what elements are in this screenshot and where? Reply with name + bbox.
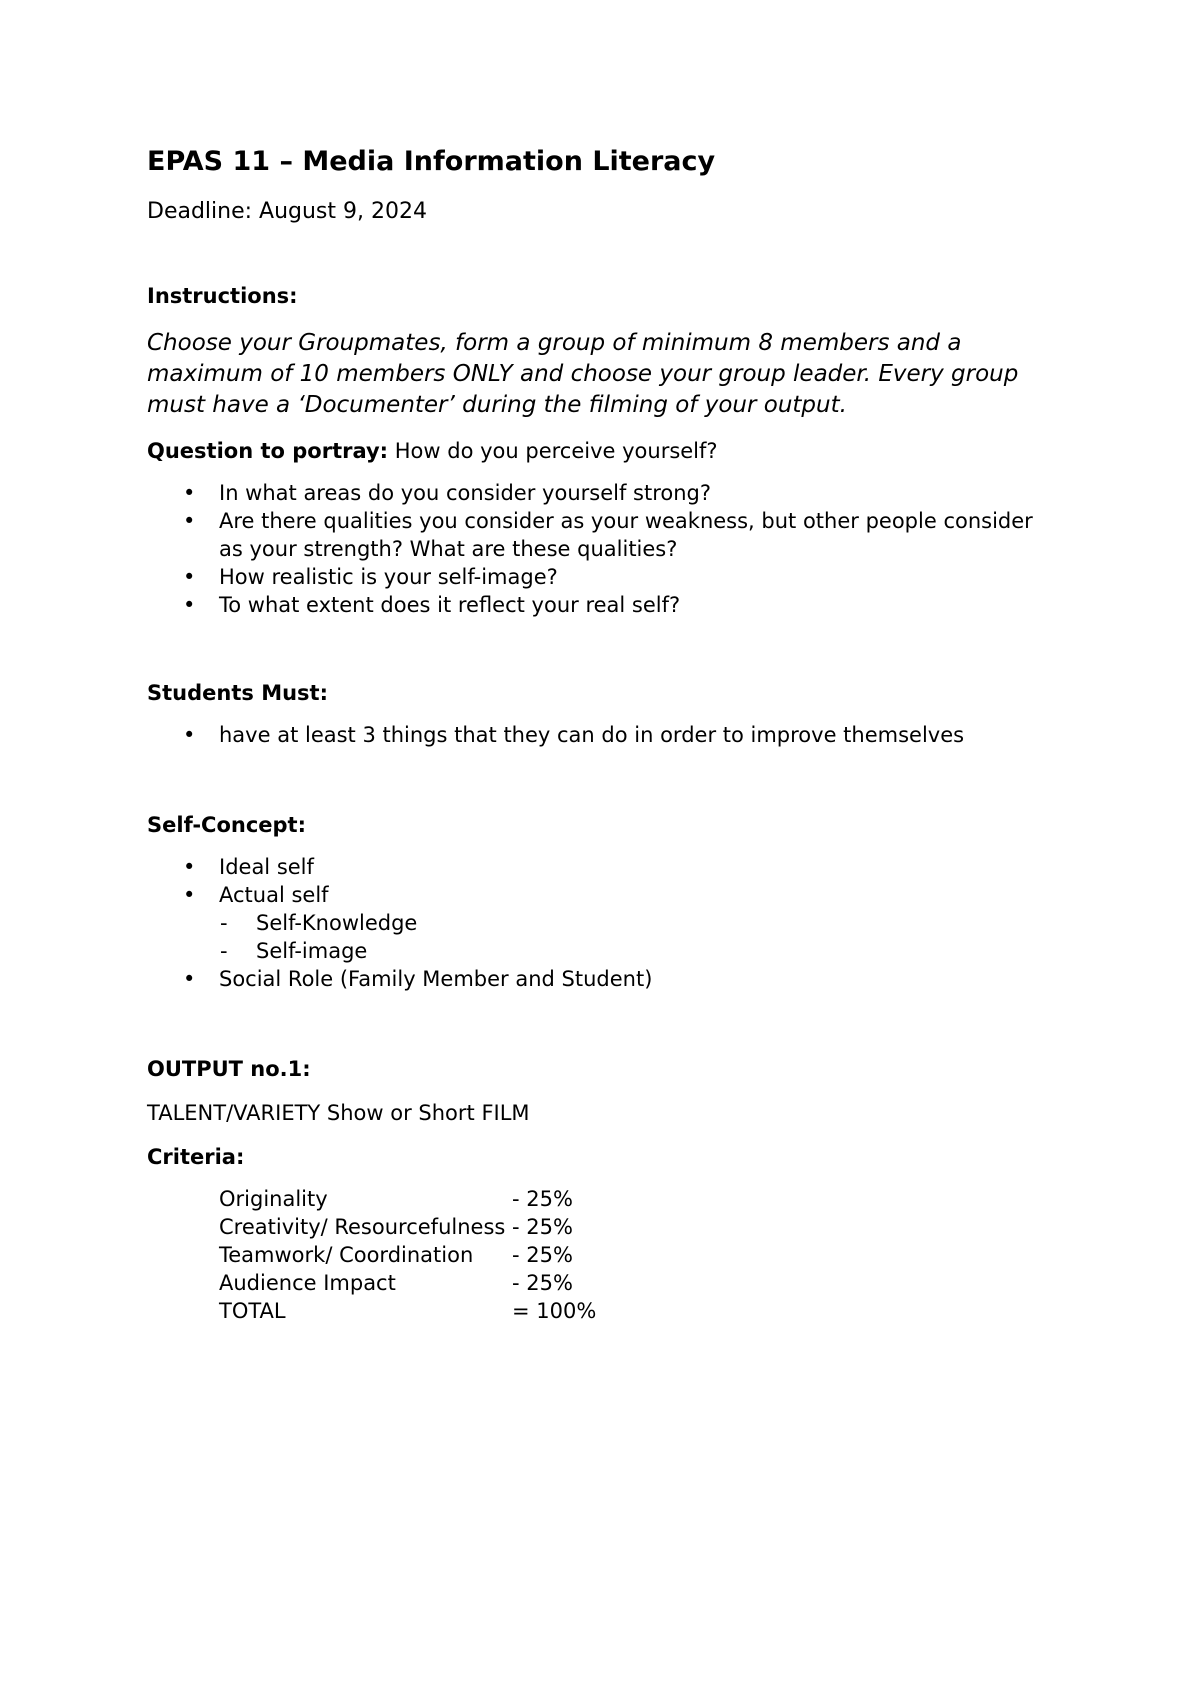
self-concept-sublist — [147, 909, 1047, 965]
criteria-name: Audience Impact — [219, 1271, 396, 1295]
table-row — [219, 1269, 596, 1297]
list-item — [147, 563, 1047, 591]
criteria-heading: Criteria: — [147, 1145, 245, 1169]
criteria-name: Teamwork/ Coordination — [219, 1243, 474, 1267]
self-concept-heading: Self-Concept: — [147, 813, 306, 837]
list-item — [147, 965, 1047, 993]
list-item-text: have at least 3 things that they can do in order to improve themselves — [219, 723, 965, 747]
instructions-text: Choose your Groupmates, form a group of minimum 8 members and a maximum of 10 members ONLY and choose your group leader. Every group must have a ‘Documenter’ during the filming of your output. — [147, 330, 1019, 418]
criteria-name: TOTAL — [219, 1299, 286, 1323]
table-row — [219, 1185, 596, 1213]
bullet-icon: • — [183, 509, 196, 533]
bullet-icon: • — [183, 967, 196, 991]
question-line — [147, 437, 1047, 465]
dash-icon: - — [220, 911, 228, 935]
criteria-name: Creativity/ Resourcefulness — [219, 1215, 506, 1239]
question-text: How do you perceive yourself? — [388, 439, 718, 463]
sub-list-item — [147, 909, 1047, 937]
bullet-icon: • — [183, 593, 196, 617]
list-item — [147, 507, 1047, 563]
list-item-text: Ideal self — [219, 855, 314, 879]
list-item-text: Are there qualities you consider as your weakness, but other people consider as your strength? What are these qualities? — [219, 509, 1033, 561]
list-item-text: Actual self — [219, 883, 329, 907]
criteria-value: - 25% — [512, 1187, 573, 1211]
question-list — [147, 479, 1047, 619]
list-item — [147, 479, 1047, 507]
bullet-icon: • — [183, 883, 196, 907]
self-concept-list — [147, 853, 1047, 909]
bullet-icon: • — [183, 723, 196, 747]
students-must-heading: Students Must: — [147, 681, 328, 705]
bullet-icon: • — [183, 855, 196, 879]
criteria-value: - 25% — [512, 1243, 573, 1267]
students-must-list — [147, 721, 1047, 749]
sub-list-item — [147, 937, 1047, 965]
criteria-name: Originality — [219, 1187, 328, 1211]
sub-list-item-text: Self-Knowledge — [256, 911, 418, 935]
criteria-table — [219, 1185, 596, 1325]
deadline: Deadline: August 9, 2024 — [147, 199, 427, 224]
list-item — [147, 721, 1047, 749]
list-item — [147, 591, 1047, 619]
criteria-value: - 25% — [512, 1271, 573, 1295]
self-concept-list-cont — [147, 965, 1047, 993]
instructions-heading: Instructions: — [147, 284, 298, 308]
list-item-text: Social Role (Family Member and Student) — [219, 967, 653, 991]
bullet-icon: • — [183, 565, 196, 589]
table-row — [219, 1297, 596, 1325]
dash-icon: - — [220, 939, 228, 963]
list-item-text: How realistic is your self-image? — [219, 565, 558, 589]
criteria-value: - 25% — [512, 1215, 573, 1239]
list-item — [147, 881, 1047, 909]
bullet-icon: • — [183, 481, 196, 505]
sub-list-item-text: Self-image — [256, 939, 368, 963]
output-text: TALENT/VARIETY Show or Short FILM — [147, 1101, 530, 1125]
criteria-value: = 100% — [512, 1299, 597, 1323]
document-title: EPAS 11 – Media Information Literacy — [147, 146, 716, 177]
table-row — [219, 1241, 596, 1269]
list-item — [147, 853, 1047, 881]
list-item-text: To what extent does it reflect your real self? — [219, 593, 681, 617]
table-row — [219, 1213, 596, 1241]
output-heading: OUTPUT no.1: — [147, 1057, 311, 1081]
document-page — [147, 130, 1047, 1325]
list-item-text: In what areas do you consider yourself strong? — [219, 481, 712, 505]
question-label: Question to portray: — [147, 439, 389, 463]
